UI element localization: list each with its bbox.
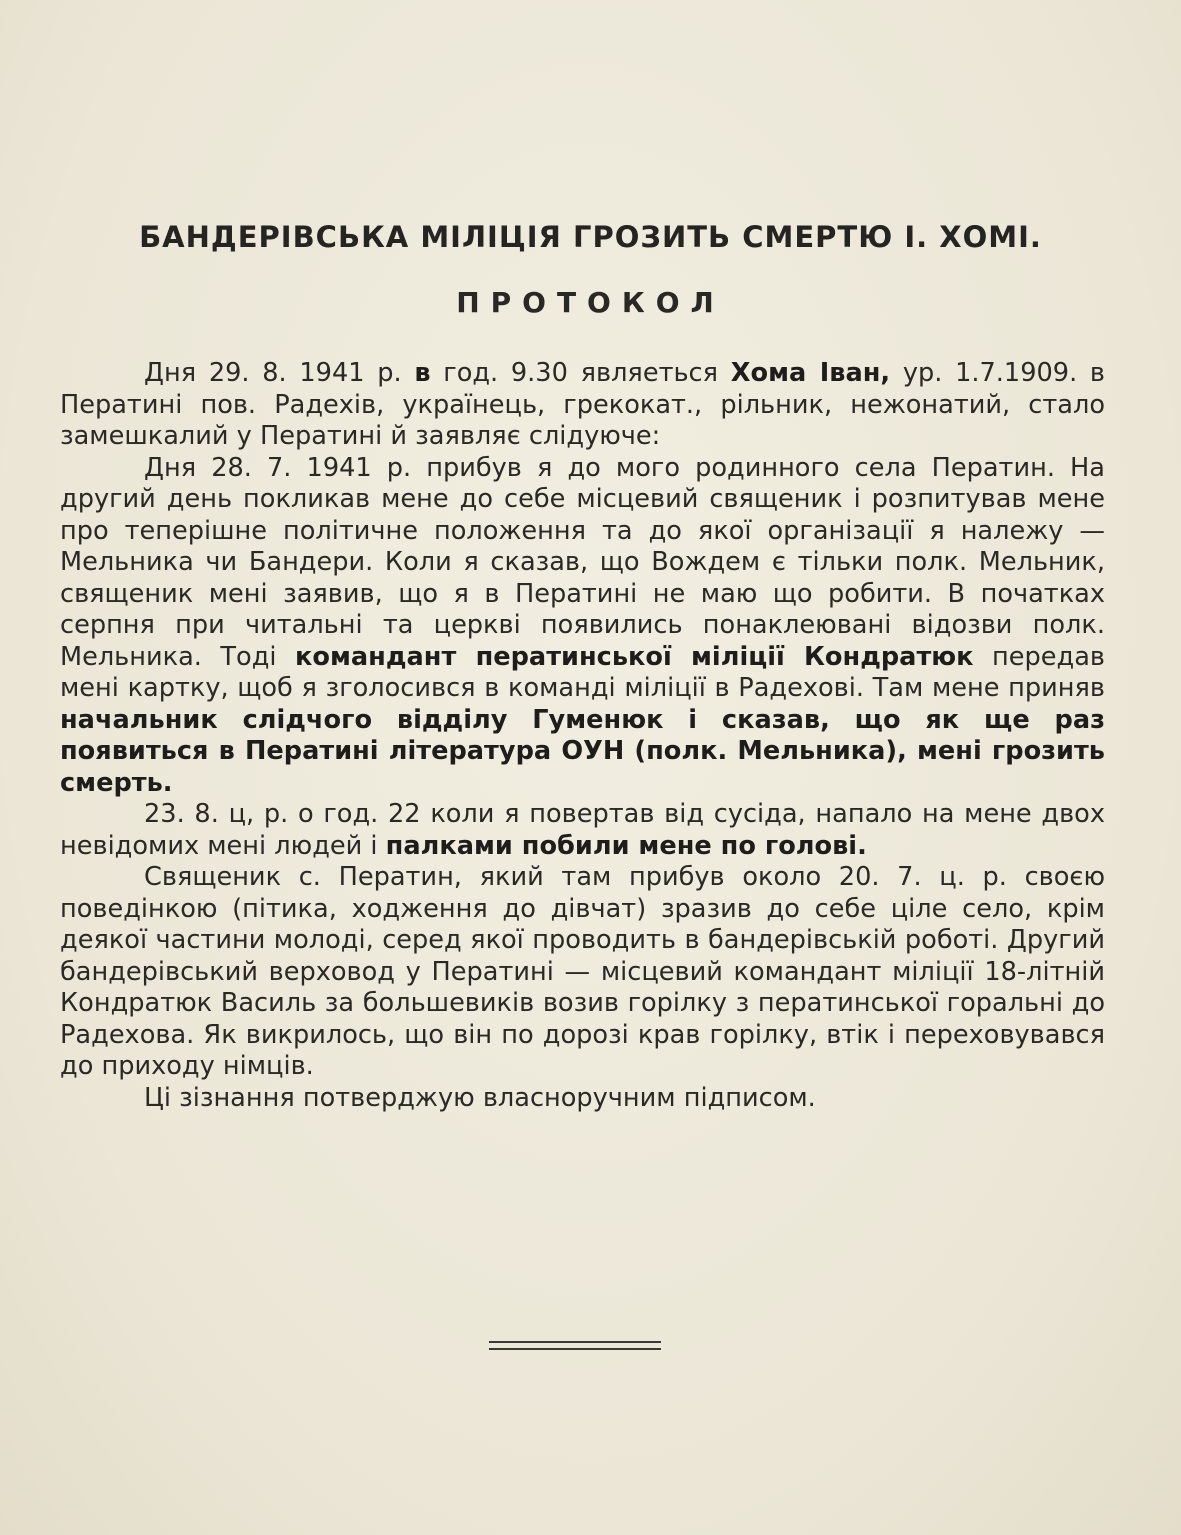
document-title: БАНДЕРІВСЬКА МІЛІЦІЯ ГРОЗИТЬ СМЕРТЮ І. ХОМІ. xyxy=(139,220,1042,254)
paragraph-1 xyxy=(60,358,1105,453)
bold-run: начальник слідчого відділу Гуменюк і сказав, що як ще раз появиться в Ператині література ОУН (полк. Мельника), мені грозить смерть. xyxy=(60,704,1105,798)
run: Ці зізнання потверджую власноручним підписом. xyxy=(144,1082,816,1113)
protocol-body xyxy=(60,358,1105,1114)
paragraph-3 xyxy=(60,799,1105,862)
bold-run: Хома Іван, xyxy=(730,358,891,388)
closing-rule-bottom xyxy=(489,1348,661,1350)
paragraph-5 xyxy=(60,1083,1105,1115)
run: год. 9.30 являеться xyxy=(430,358,731,388)
run: Священик с. Ператин, який там прибув около 20. 7. ц. р. своєю поведінкою (пітика, ходження до дівчат) зразив до себе ціле село, крім деякої частини молоді, серед якої проводить в бандерівській роботі. Другий бандерівський верховод у Ператині — місцевий командант міліції 18-літній Кондратюк Василь за большевиків возив горілку з ператинської горальні до Радехова. Як викрилось, що він по дорозі крав горілку, втік і переховувався до приходу німців. xyxy=(60,862,1105,1081)
bold-run: в xyxy=(414,358,431,388)
run: ур. 1.7.1909. в Ператині пов. Радехів, українець, грекокат., рільник, нежонатий, стало замешкалий у Ператині й заявляє слідуюче: xyxy=(60,358,1105,451)
paragraph-2 xyxy=(60,453,1105,800)
bold-run: командант ператинської міліції Кондратюк xyxy=(295,641,974,672)
closing-rule-top xyxy=(489,1341,661,1343)
bold-run: палками побили мене по голові. xyxy=(385,830,867,861)
run: передав мені картку, щоб я зголосився в команді міліції в Радехові. Там мене приняв xyxy=(60,641,1105,703)
paragraph-4 xyxy=(60,862,1105,1083)
run: 23. 8. ц, р. о год. 22 коли я повертав від сусіда, напало на мене двох невідомих мені людей і xyxy=(60,799,1105,861)
document-subtitle: ПРОТОКОЛ xyxy=(456,286,725,319)
run: Дня 29. 8. 1941 р. xyxy=(144,358,415,388)
run: Дня 28. 7. 1941 р. прибув я до мого родинного села Ператин. На другий день покликав мене до себе місцевий священик і розпитував мене про теперішне політичне положення та до якої організації я належу — Мельника чи Бандери. Коли я сказав, що Вождем є тільки полк. Мельник, священик мені заявив, що я в Ператині не маю що робити. В початках серпня при читальні та церкві появились понаклеювані відозви полк. Мельника. Тоді xyxy=(60,452,1105,672)
